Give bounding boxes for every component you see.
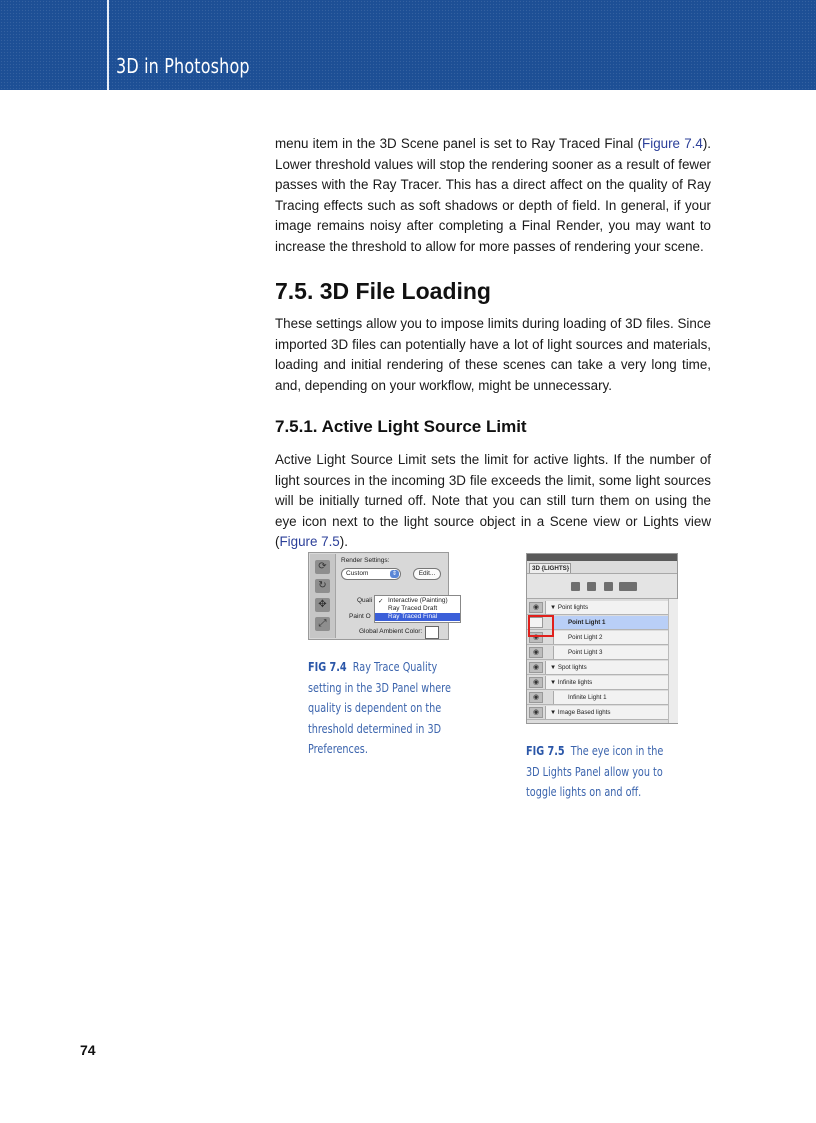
menu-item-ray-traced-draft[interactable]: Ray Traced Draft <box>388 605 438 612</box>
panel-scrollbar[interactable] <box>668 599 678 723</box>
section-paragraph: These settings allow you to impose limits during loading of 3D files. Since imported 3D files can potentially have a lot of light sources and materials, loading and initial rendering of these scenes can take a very long time, and, depending on your workflow, might be unnecessary. <box>275 316 711 393</box>
subsection-paragraph-block <box>275 450 711 553</box>
panel-titlebar <box>527 554 677 561</box>
light-row[interactable] <box>527 706 668 720</box>
light-row-label: Infinite Light 1 <box>553 691 668 704</box>
quality-menu <box>374 595 461 623</box>
figure-7-4-caption <box>308 657 472 760</box>
roll-tool-icon: ↻ <box>315 579 330 593</box>
filter-scene-icon[interactable] <box>571 582 580 591</box>
light-row-label: ▼ Point lights <box>545 601 668 614</box>
section-heading: 7.5. 3D File Loading <box>275 278 491 304</box>
light-row-label: Point Light 1 <box>553 616 668 629</box>
menu-item-interactive[interactable]: Interactive (Painting) <box>388 597 448 604</box>
intro-paragraph-block <box>275 134 711 258</box>
subsection-paragraph <box>275 450 711 553</box>
light-row-label: ▼ Image Based lights <box>545 706 668 719</box>
text-run: ). Lower threshold values will stop the rendering sooner as a result of fewer passes with the Ray Tracer. This has a direct affect on the quality of Ray Tracing effects such as soft shadows or depth of field. In general, if your image remains noisy after completing a Final Render, you may want to increase the threshold to allow for more passes of rendering your scene. <box>275 136 711 254</box>
eye-visibility-icon[interactable]: ◉ <box>529 602 543 613</box>
eye-visibility-icon[interactable]: ◉ <box>529 677 543 688</box>
figure-7-4-screenshot <box>308 552 449 640</box>
subsection-heading: 7.5.1. Active Light Source Limit <box>275 417 527 436</box>
intro-paragraph <box>275 134 711 258</box>
tool-strip <box>310 554 336 638</box>
ambient-color-swatch[interactable] <box>425 626 439 639</box>
pan-tool-icon: ✥ <box>315 598 330 612</box>
light-row[interactable] <box>527 676 668 690</box>
render-preset-dropdown[interactable] <box>341 568 401 580</box>
rotate-tool-icon: ⟳ <box>315 560 330 574</box>
render-settings-label: Render Settings: <box>341 557 390 564</box>
render-preset-value: Custom <box>346 570 369 577</box>
checkmark-icon: ✓ <box>378 598 384 605</box>
caption-text: Ray Trace Quality setting in the 3D Panel where quality is dependent on the threshold determined in 3D Preferences. <box>308 659 451 757</box>
section-paragraph-block <box>275 314 711 396</box>
global-ambient-color-label: Global Ambient Color: <box>359 628 423 635</box>
filter-materials-icon[interactable] <box>604 582 613 591</box>
lights-panel-tab[interactable]: 3D {LIGHTS} <box>529 563 571 573</box>
light-row-label: ▼ Infinite lights <box>545 676 668 689</box>
text-run: ). <box>339 534 348 550</box>
eye-visibility-icon[interactable]: ◉ <box>529 647 543 658</box>
light-row-label: ▼ Spot lights <box>545 661 668 674</box>
light-row[interactable] <box>527 601 668 615</box>
chapter-title: 3D in Photoshop <box>116 54 250 78</box>
edit-button[interactable]: Edit... <box>413 568 441 580</box>
figure-7-5-link[interactable]: Figure 7.5 <box>279 534 340 550</box>
light-row-label: Point Light 3 <box>553 646 668 659</box>
filter-meshes-icon[interactable] <box>587 582 596 591</box>
figure-7-5-screenshot <box>526 553 678 724</box>
caption-text: The eye icon in the 3D Lights Panel allow you to toggle lights on and off. <box>526 743 664 800</box>
light-row-label: Point Light 2 <box>553 631 668 644</box>
text-run: menu item in the 3D Scene panel is set to Ray Traced Final ( <box>275 136 643 151</box>
light-row[interactable] <box>527 646 668 660</box>
quality-label: Quali <box>357 597 373 604</box>
dropdown-arrow-icon: ⇕ <box>391 571 398 577</box>
paint-on-label: Paint O <box>349 613 371 620</box>
scale-tool-icon: ⤢ <box>315 617 330 631</box>
header-divider <box>107 0 109 90</box>
eye-visibility-icon[interactable]: ◉ <box>529 662 543 673</box>
caption-label: FIG 7.5 <box>526 743 565 758</box>
text-run: Active Light Source Limit sets the limit for active lights. If the number of light sources in the incoming 3D file exceeds the limit, some light sources will be initially turned off. Note that you can still turn them on using the eye icon next to the light source object in a Scene view or Lights view ( <box>275 452 711 550</box>
chapter-header <box>0 0 816 90</box>
light-row[interactable] <box>527 661 668 675</box>
page-number: 74 <box>80 1042 96 1058</box>
menu-item-ray-traced-final[interactable]: Ray Traced Final <box>375 613 460 621</box>
caption-label: FIG 7.4 <box>308 659 347 674</box>
figure-7-5-caption <box>526 741 674 803</box>
eye-icon-highlight <box>528 615 554 637</box>
lights-toolbar <box>527 573 677 599</box>
filter-lights-icon[interactable] <box>619 582 637 591</box>
eye-visibility-icon[interactable]: ◉ <box>529 707 543 718</box>
eye-visibility-icon[interactable]: ◉ <box>529 692 543 703</box>
eye-visibility-icon[interactable]: ◉ <box>529 632 543 643</box>
figure-7-4-link[interactable]: Figure 7.4 <box>642 136 703 151</box>
light-row[interactable] <box>527 691 668 705</box>
